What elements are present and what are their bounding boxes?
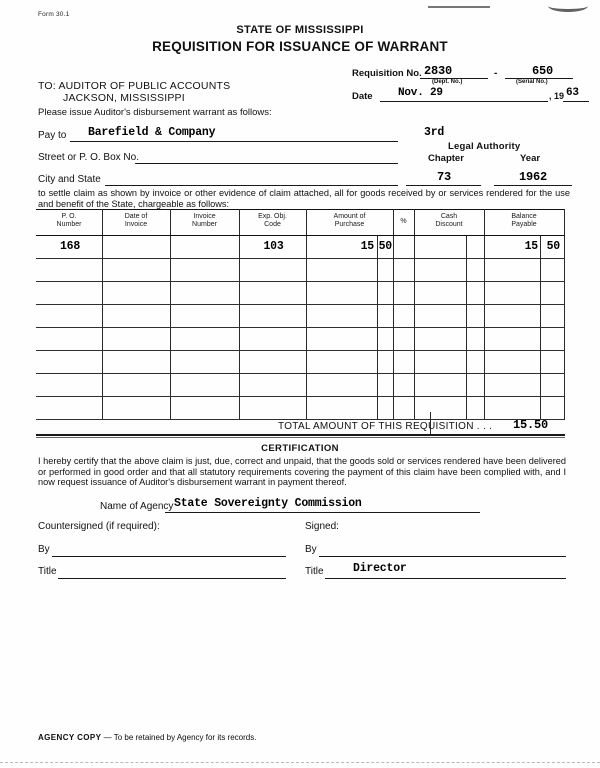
requisition-dept-number-value[interactable]: 2830: [424, 64, 453, 78]
city-state-label: City and State: [38, 174, 101, 185]
by-label-left: By: [38, 544, 50, 555]
table-col-divider-2: [170, 209, 171, 420]
year-underline: [563, 101, 589, 102]
table-right-border: [564, 209, 565, 420]
title-underline-right: [325, 578, 566, 579]
total-value: 15.50: [513, 418, 549, 432]
legal-year-value[interactable]: 1962: [519, 170, 548, 184]
requisition-serial-caption: (Serial No.): [516, 79, 548, 85]
scan-artifact-curve: [548, 0, 588, 12]
signed-label: Signed:: [305, 521, 339, 532]
table-cell-balance-dollars[interactable]: 15: [524, 240, 538, 253]
column-header-exp-obj-code-line2: Code: [264, 221, 281, 229]
footer-copy-type: AGENCY COPY: [38, 733, 102, 742]
certification-heading: CERTIFICATION: [261, 443, 339, 454]
addressee-line-2: JACKSON, MISSISSIPPI: [63, 92, 185, 104]
requisition-dept-caption: (Dept. No.): [432, 79, 463, 85]
agency-name-label: Name of Agency: [100, 501, 174, 512]
pay-to-underline: [70, 141, 398, 142]
column-header-cash-discount-line2: Discount: [435, 221, 463, 229]
agency-name-underline: [165, 512, 480, 513]
table-cell-exp-obj-code[interactable]: 103: [263, 240, 284, 253]
page-title: REQUISITION FOR ISSUANCE OF WARRANT: [152, 39, 448, 54]
table-row-divider-8: [36, 419, 565, 420]
table-row-divider-3: [36, 304, 565, 305]
total-bottom-border-shadow: [36, 437, 565, 438]
city-state-underline: [105, 185, 398, 186]
instruction-text: Please issue Auditor's disbursement warrant as follows:: [38, 107, 272, 118]
form-number: Form 30.1: [38, 11, 70, 18]
column-header-exp-obj-code-line1: Exp. Obj.: [258, 213, 287, 220]
column-header-po-number-line1: P. O.: [61, 213, 77, 220]
agency-name-value[interactable]: State Sovereignty Commission: [174, 497, 362, 510]
requisition-separator: -: [494, 68, 498, 79]
requisition-serial-number-value[interactable]: 650: [532, 64, 554, 78]
column-header-percent: [393, 218, 414, 226]
date-label: Date: [352, 91, 373, 102]
table-col-divider-5: [393, 209, 394, 420]
street-label: Street or P. O. Box No.: [38, 152, 139, 163]
column-header-percent-line1: %: [400, 218, 407, 225]
table-row[interactable]: 168: [59, 240, 81, 253]
table-row-divider-6: [36, 373, 565, 374]
column-header-cash-discount-line1: Cash: [440, 213, 458, 220]
page-bottom-edge: [0, 762, 600, 763]
table-cell-balance-cents[interactable]: 50: [546, 240, 560, 253]
footer-copy-description: — To be retained by Agency for its records.: [101, 733, 257, 742]
chapter-value[interactable]: 73: [437, 170, 452, 184]
chapter-underline: [406, 185, 481, 186]
column-header-amount-of-purchase-line1: Amount of: [333, 213, 366, 220]
table-cell-amount-cents[interactable]: 50: [378, 240, 392, 253]
by-underline-right[interactable]: [319, 556, 566, 557]
total-bottom-border: [36, 434, 565, 436]
column-header-balance-payable: [484, 213, 564, 230]
date-value[interactable]: Nov. 29: [398, 87, 443, 99]
addressee-line-1: TO: AUDITOR OF PUBLIC ACCOUNTS: [38, 80, 231, 92]
footer-note: [38, 733, 256, 742]
table-percent-divider: [414, 209, 415, 420]
pay-to-label: Pay to: [38, 130, 67, 141]
column-header-invoice-number-line1: Invoice: [193, 213, 216, 220]
title-label-left: Title: [38, 566, 57, 577]
column-header-amount-of-purchase-line2: Purchase: [334, 221, 365, 229]
column-header-po-number-line2: Number: [56, 221, 82, 229]
column-header-exp-obj-code: [239, 213, 306, 230]
column-header-po-number: [36, 213, 102, 230]
table-row-divider-2: [36, 281, 565, 282]
column-header-invoice-number-line2: Number: [192, 221, 217, 229]
pay-to-value[interactable]: Barefield & Company: [88, 126, 216, 139]
table-col-divider-3: [239, 209, 240, 420]
title-value-right[interactable]: Director: [353, 562, 407, 575]
table-row-divider-4: [36, 327, 565, 328]
table-top-border: [36, 209, 565, 210]
total-label: TOTAL AMOUNT OF THIS REQUISITION . . .: [278, 421, 493, 432]
legal-authority-heading: Legal Authority: [448, 141, 521, 152]
column-header-balance-payable-line2: Payable: [511, 221, 537, 229]
table-header-bottom-border: [36, 235, 565, 236]
legal-year-underline: [494, 185, 572, 186]
page-title-state: STATE OF MISSISSIPPI: [236, 24, 364, 36]
table-row-divider-1: [36, 258, 565, 259]
countersigned-label: Countersigned (if required):: [38, 521, 160, 532]
table-col-divider-4: [306, 209, 307, 420]
column-header-date-of-invoice: [102, 213, 170, 230]
column-header-amount-of-purchase: [306, 213, 393, 230]
title-underline-left[interactable]: [58, 578, 286, 579]
certification-body: I hereby certify that the above claim is just, due, correct and unpaid, that the goods sold or services rendered have been delivered or performed in good order and that all statutory requirements covering the payment of this claim have been complied with, and I now request issuance of Auditor's disbursement warrant in payment thereof.: [38, 456, 566, 488]
year-value[interactable]: 63: [566, 87, 579, 99]
year-prefix: , 19: [549, 91, 565, 101]
table-cell-amount-dollars[interactable]: 15: [360, 240, 374, 253]
requisition-table: [36, 209, 565, 420]
column-header-cash-discount: [414, 213, 484, 230]
title-label-right: Title: [305, 566, 324, 577]
settle-claim-text: to settle claim as shown by invoice or other evidence of claim attached, all for goods received by or services rendered for the use and benefit of the State, chargeable as follows:: [38, 188, 570, 209]
chapter-label: Chapter: [428, 153, 464, 164]
scan-artifact-mark: [428, 6, 490, 8]
legal-session-value[interactable]: 3rd: [424, 126, 445, 139]
column-header-invoice-number: [170, 213, 239, 230]
column-header-date-of-invoice-line1: Date of: [124, 213, 148, 220]
column-header-balance-payable-line1: Balance: [511, 213, 537, 220]
requisition-number-label: Requisition No.: [352, 68, 422, 79]
date-underline: [380, 101, 548, 102]
street-underline: [135, 163, 398, 164]
legal-year-label: Year: [520, 153, 541, 164]
by-label-right: By: [305, 544, 317, 555]
table-row-divider-5: [36, 350, 565, 351]
column-header-date-of-invoice-line2: Invoice: [124, 221, 148, 229]
by-underline-left[interactable]: [52, 556, 286, 557]
table-row-divider-7: [36, 396, 565, 397]
table-col-divider-1: [102, 209, 103, 420]
